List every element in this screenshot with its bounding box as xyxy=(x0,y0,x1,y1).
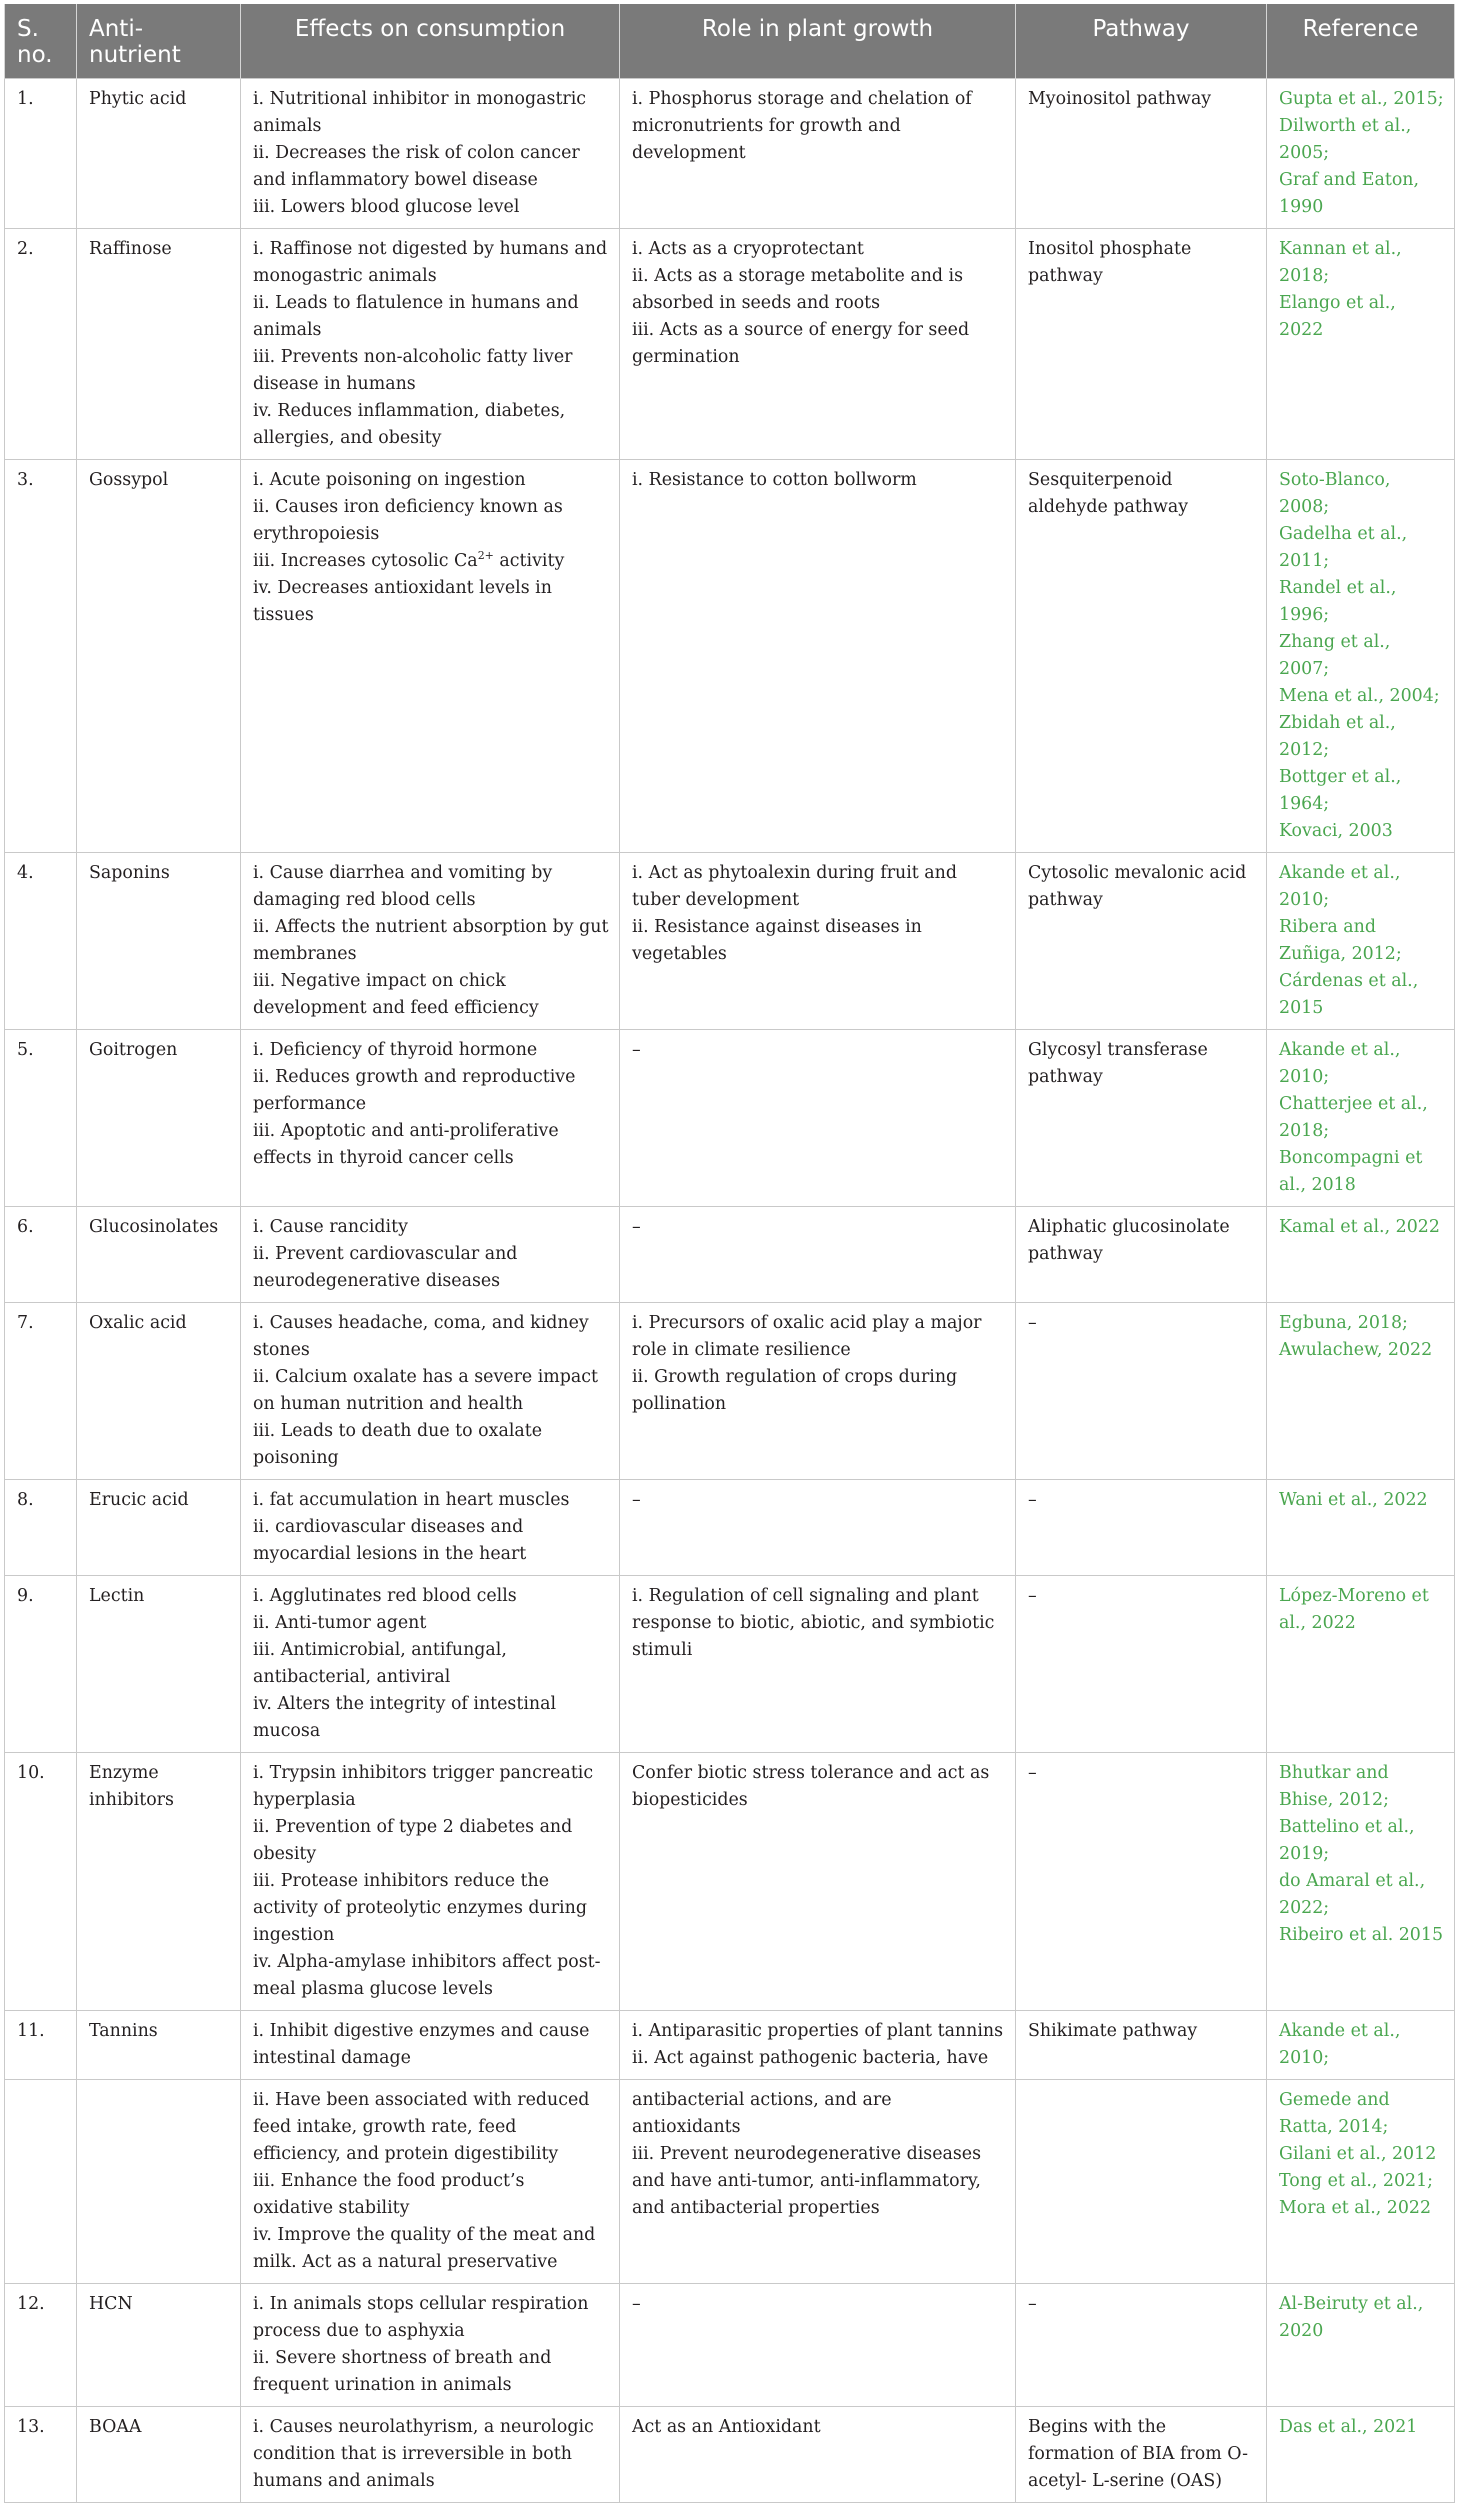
pathway-cell-line: – xyxy=(1028,1313,1037,1333)
reference-link-line[interactable]: Soto-Blanco, 2008; xyxy=(1279,470,1391,517)
effects-cell-line: i. Raffinose not digested by humans and monogastric animals xyxy=(253,239,608,286)
effects-cell xyxy=(241,1207,620,1303)
effects-cell-line: i. Inhibit digestive enzymes and cause intestinal damage xyxy=(253,2021,590,2068)
effects-cell-line: iv. Alters the integrity of intestinal mucosa xyxy=(253,1694,557,1741)
effects-cell xyxy=(241,2080,620,2284)
pathway-cell xyxy=(1016,1030,1267,1207)
effects-cell-line: ii. Anti-tumor agent xyxy=(253,1613,427,1633)
role-cell-line: i. Phosphorus storage and chelation of micronutrients for growth and development xyxy=(632,89,972,163)
reference-link-line[interactable]: Wani et al., 2022 xyxy=(1279,1490,1428,1510)
effects-cell-line: ii. Severe shortness of breath and frequent urination in animals xyxy=(253,2348,552,2395)
role-cell xyxy=(620,2011,1016,2080)
reference-link-line[interactable]: Bottger et al., 1964; xyxy=(1279,767,1402,814)
effects-cell-line: i. Cause rancidity xyxy=(253,1217,408,1237)
reference-link xyxy=(1267,2080,1455,2284)
row-number: 5. xyxy=(5,1030,77,1207)
reference-link-line[interactable]: Akande et al., 2010; xyxy=(1279,863,1401,910)
effects-cell-line: ii. Calcium oxalate has a severe impact on human nutrition and health xyxy=(253,1367,598,1414)
table-row xyxy=(5,79,1455,229)
pathway-cell-line: – xyxy=(1028,1586,1037,1606)
pathway-cell xyxy=(1016,229,1267,460)
row-number: 9. xyxy=(5,1576,77,1753)
effects-cell-line: ii. Affects the nutrient absorption by gut membranes xyxy=(253,917,609,964)
reference-link-line[interactable]: Chatterjee et al., 2018; xyxy=(1279,1094,1428,1141)
role-cell-line: i. Regulation of cell signaling and plant response to biotic, abiotic, and symbiotic stimuli xyxy=(632,1586,995,1660)
effects-cell-line: i. In animals stops cellular respiration process due to asphyxia xyxy=(253,2294,589,2341)
reference-link-line[interactable]: Boncompagni et al., 2018 xyxy=(1279,1148,1423,1195)
reference-link-line[interactable]: Randel et al., 1996; xyxy=(1279,578,1397,625)
role-cell-line: i. Antiparasitic properties of plant tannins xyxy=(632,2021,1004,2041)
effects-cell-line: i. fat accumulation in heart muscles xyxy=(253,1490,570,1510)
reference-link-line[interactable]: Akande et al., 2010; xyxy=(1279,2021,1401,2068)
pathway-cell-line: Cytosolic mevalonic acid pathway xyxy=(1028,863,1247,910)
anti-nutrient-name: Tannins xyxy=(77,2011,241,2080)
effects-cell-line: iv. Decreases antioxidant levels in tissues xyxy=(253,578,552,625)
effects-cell-line: ii. Prevention of type 2 diabetes and obesity xyxy=(253,1817,573,1864)
role-cell-line: ii. Acts as a storage metabolite and is absorbed in seeds and roots xyxy=(632,266,964,313)
pathway-cell-line: Myoinositol pathway xyxy=(1028,89,1212,109)
role-cell xyxy=(620,229,1016,460)
pathway-cell xyxy=(1016,2011,1267,2080)
effects-cell xyxy=(241,79,620,229)
header-effects: Effects on consumption xyxy=(241,4,620,79)
reference-link-line[interactable]: Tong et al., 2021; xyxy=(1279,2171,1434,2191)
header-anti-nutrient: Anti-nutrient xyxy=(77,4,241,79)
reference-link-line[interactable]: Battelino et al., 2019; xyxy=(1279,1817,1415,1864)
header-row xyxy=(5,4,1455,79)
reference-link-line[interactable]: Kovaci, 2003 xyxy=(1279,821,1393,841)
reference-link xyxy=(1267,460,1455,853)
role-cell-line: i. Precursors of oxalic acid play a major role in climate resilience xyxy=(632,1313,982,1360)
role-cell xyxy=(620,1480,1016,1576)
effects-cell-line: iv. Reduces inflammation, diabetes, allergies, and obesity xyxy=(253,401,566,448)
pathway-cell xyxy=(1016,853,1267,1030)
effects-cell-line: iii. Antimicrobial, antifungal, antibacterial, antiviral xyxy=(253,1640,507,1687)
pathway-cell xyxy=(1016,2407,1267,2503)
reference-link-line[interactable]: Elango et al., 2022 xyxy=(1279,293,1396,340)
reference-link xyxy=(1267,853,1455,1030)
effects-cell-line: i. Nutritional inhibitor in monogastric animals xyxy=(253,89,587,136)
anti-nutrient-name: HCN xyxy=(77,2284,241,2407)
effects-cell xyxy=(241,2011,620,2080)
reference-link-line[interactable]: Gadelha et al., 2011; xyxy=(1279,524,1408,571)
reference-link xyxy=(1267,79,1455,229)
reference-link-line[interactable]: Mora et al., 2022 xyxy=(1279,2198,1432,2218)
reference-link-line[interactable]: Dilworth et al., 2005; xyxy=(1279,116,1412,163)
effects-cell xyxy=(241,853,620,1030)
effects-cell xyxy=(241,2407,620,2503)
pathway-cell-line: Inositol phosphate pathway xyxy=(1028,239,1192,286)
anti-nutrient-name: Goitrogen xyxy=(77,1030,241,1207)
effects-cell-line: ii. cardiovascular diseases and myocardial lesions in the heart xyxy=(253,1517,527,1564)
role-cell-line: – xyxy=(632,1490,641,1510)
effects-cell-line: iii. Lowers blood glucose level xyxy=(253,197,520,217)
effects-cell xyxy=(241,1303,620,1480)
reference-link-line[interactable]: Awulachew, 2022 xyxy=(1279,1340,1433,1360)
table-row xyxy=(5,1030,1455,1207)
effects-cell-line: i. Causes headache, coma, and kidney stones xyxy=(253,1313,589,1360)
reference-link-line[interactable]: Mena et al., 2004; xyxy=(1279,686,1440,706)
anti-nutrient-name: Oxalic acid xyxy=(77,1303,241,1480)
role-cell-line: i. Resistance to cotton bollworm xyxy=(632,470,917,490)
role-cell xyxy=(620,1207,1016,1303)
effects-cell-line: ii. Decreases the risk of colon cancer and inflammatory bowel disease xyxy=(253,143,580,190)
effects-cell xyxy=(241,460,620,853)
pathway-cell xyxy=(1016,460,1267,853)
reference-link-line[interactable]: Egbuna, 2018; xyxy=(1279,1313,1408,1333)
effects-cell-line: iv. Alpha-amylase inhibitors affect post-meal plasma glucose levels xyxy=(253,1952,601,1999)
reference-link xyxy=(1267,1753,1455,2011)
anti-nutrient-table xyxy=(4,4,1455,2503)
reference-link xyxy=(1267,1576,1455,1753)
table-row xyxy=(5,2407,1455,2503)
anti-nutrient-name: Erucic acid xyxy=(77,1480,241,1576)
reference-link-line[interactable]: López-Moreno et al., 2022 xyxy=(1279,1586,1429,1633)
pathway-cell xyxy=(1016,1480,1267,1576)
reference-link-line[interactable]: Kannan et al., 2018; xyxy=(1279,239,1402,286)
effects-cell-line: ii. Leads to flatulence in humans and animals xyxy=(253,293,579,340)
effects-cell-line: iii. Apoptotic and anti-proliferative effects in thyroid cancer cells xyxy=(253,1121,559,1168)
anti-nutrient-name: Saponins xyxy=(77,853,241,1030)
anti-nutrient-name: Glucosinolates xyxy=(77,1207,241,1303)
role-cell xyxy=(620,460,1016,853)
table-row xyxy=(5,1480,1455,1576)
reference-link-line[interactable]: Cárdenas et al., 2015 xyxy=(1279,971,1419,1018)
effects-cell-line: i. Causes neurolathyrism, a neurologic condition that is irreversible in both humans and animals xyxy=(253,2417,594,2491)
table-row xyxy=(5,460,1455,853)
pathway-cell-line: – xyxy=(1028,1490,1037,1510)
pathway-cell-line: Shikimate pathway xyxy=(1028,2021,1198,2041)
effects-cell-line xyxy=(253,548,609,575)
table-row xyxy=(5,1753,1455,2011)
effect-text-suffix: activity xyxy=(493,551,565,571)
row-number: 3. xyxy=(5,460,77,853)
effects-cell xyxy=(241,1030,620,1207)
pathway-cell xyxy=(1016,2080,1267,2284)
table-row xyxy=(5,2284,1455,2407)
role-cell-line: i. Act as phytoalexin during fruit and tuber development xyxy=(632,863,957,910)
reference-link xyxy=(1267,2284,1455,2407)
reference-link-line[interactable]: Graf and Eaton, 1990 xyxy=(1279,170,1420,217)
reference-link-line[interactable]: Gupta et al., 2015; xyxy=(1279,89,1444,109)
header-sno: S. no. xyxy=(5,4,77,79)
role-cell-line: antibacterial actions, and are antioxidants xyxy=(632,2090,892,2137)
effects-cell-line: i. Acute poisoning on ingestion xyxy=(253,470,526,490)
reference-link-line[interactable]: Zhang et al., 2007; xyxy=(1279,632,1391,679)
superscript-charge: 2+ xyxy=(477,549,494,563)
anti-nutrient-name: Gossypol xyxy=(77,460,241,853)
row-number: 10. xyxy=(5,1753,77,2011)
table-header xyxy=(5,4,1455,79)
table-row xyxy=(5,1207,1455,1303)
reference-link-line[interactable]: Akande et al., 2010; xyxy=(1279,1040,1401,1087)
row-number: 2. xyxy=(5,229,77,460)
table-row xyxy=(5,1303,1455,1480)
role-cell-line: Act as an Antioxidant xyxy=(632,2417,821,2437)
reference-link-line[interactable]: Ribeiro et al. 2015 xyxy=(1279,1925,1444,1945)
pathway-cell xyxy=(1016,79,1267,229)
role-cell-line: Confer biotic stress tolerance and act as biopesticides xyxy=(632,1763,990,1810)
header-role: Role in plant growth xyxy=(620,4,1016,79)
role-cell xyxy=(620,1303,1016,1480)
reference-link-line[interactable]: Gilani et al., 2012 xyxy=(1279,2144,1437,2164)
effects-cell-line: iii. Leads to death due to oxalate poisoning xyxy=(253,1421,543,1468)
table-body xyxy=(5,79,1455,2503)
header-reference: Reference xyxy=(1267,4,1455,79)
role-cell xyxy=(620,2080,1016,2284)
role-cell-line: iii. Prevent neurodegenerative diseases and have anti-tumor, anti-inflammatory, and antibacterial properties xyxy=(632,2144,981,2218)
role-cell-line: ii. Act against pathogenic bacteria, have xyxy=(632,2048,989,2068)
anti-nutrient-name xyxy=(77,2080,241,2284)
role-cell xyxy=(620,2407,1016,2503)
reference-link-line[interactable]: Das et al., 2021 xyxy=(1279,2417,1418,2437)
anti-nutrient-name: BOAA xyxy=(77,2407,241,2503)
reference-link-line[interactable]: Zbidah et al., 2012; xyxy=(1279,713,1396,760)
row-number: 1. xyxy=(5,79,77,229)
row-number: 8. xyxy=(5,1480,77,1576)
pathway-cell-line: – xyxy=(1028,1763,1037,1783)
reference-link xyxy=(1267,2011,1455,2080)
pathway-cell xyxy=(1016,1207,1267,1303)
role-cell-line: – xyxy=(632,1217,641,1237)
effects-cell-line: iii. Enhance the food product’s oxidative stability xyxy=(253,2171,525,2218)
role-cell-line: ii. Resistance against diseases in vegetables xyxy=(632,917,922,964)
reference-link xyxy=(1267,1303,1455,1480)
role-cell xyxy=(620,853,1016,1030)
role-cell xyxy=(620,2284,1016,2407)
reference-link xyxy=(1267,1030,1455,1207)
row-number: 11. xyxy=(5,2011,77,2080)
reference-link-line[interactable]: Kamal et al., 2022 xyxy=(1279,1217,1440,1237)
table-row xyxy=(5,853,1455,1030)
anti-nutrient-name: Lectin xyxy=(77,1576,241,1753)
role-cell xyxy=(620,79,1016,229)
anti-nutrient-name: Phytic acid xyxy=(77,79,241,229)
role-cell-line: – xyxy=(632,1040,641,1060)
row-number: 13. xyxy=(5,2407,77,2503)
effects-cell xyxy=(241,229,620,460)
row-number: 6. xyxy=(5,1207,77,1303)
effect-text: iii. Increases cytosolic Ca xyxy=(253,551,478,571)
table-row xyxy=(5,1576,1455,1753)
pathway-cell xyxy=(1016,1753,1267,2011)
reference-link-line[interactable]: Al-Beiruty et al., 2020 xyxy=(1279,2294,1424,2341)
effects-cell xyxy=(241,1480,620,1576)
effects-cell xyxy=(241,1576,620,1753)
pathway-cell-line: Aliphatic glucosinolate pathway xyxy=(1028,1217,1230,1264)
table-row xyxy=(5,2080,1455,2284)
reference-link-line[interactable]: Ribera and Zuñiga, 2012; xyxy=(1279,917,1402,964)
effects-cell-line: iii. Protease inhibitors reduce the activity of proteolytic enzymes during ingestion xyxy=(253,1871,587,1945)
reference-link xyxy=(1267,2407,1455,2503)
effects-cell-line: iv. Improve the quality of the meat and milk. Act as a natural preservative xyxy=(253,2225,596,2272)
reference-link-line[interactable]: Bhutkar and Bhise, 2012; xyxy=(1279,1763,1389,1810)
pathway-cell xyxy=(1016,1303,1267,1480)
anti-nutrient-name: Raffinose xyxy=(77,229,241,460)
effects-cell-line: i. Agglutinates red blood cells xyxy=(253,1586,517,1606)
pathway-cell xyxy=(1016,2284,1267,2407)
effects-cell-line: i. Deficiency of thyroid hormone xyxy=(253,1040,538,1060)
effects-cell-line: i. Trypsin inhibitors trigger pancreatic hyperplasia xyxy=(253,1763,594,1810)
row-number xyxy=(5,2080,77,2284)
effects-cell-line: iii. Negative impact on chick development and feed efficiency xyxy=(253,971,539,1018)
reference-link-line[interactable]: do Amaral et al., 2022; xyxy=(1279,1871,1426,1918)
reference-link-line[interactable]: Gemede and Ratta, 2014; xyxy=(1279,2090,1390,2137)
row-number: 7. xyxy=(5,1303,77,1480)
effects-cell-line: ii. Reduces growth and reproductive performance xyxy=(253,1067,576,1114)
role-cell xyxy=(620,1753,1016,2011)
table-row xyxy=(5,2011,1455,2080)
pathway-cell-line: – xyxy=(1028,2294,1037,2314)
pathway-cell-line: Begins with the formation of BIA from O-acetyl- L-serine (OAS) xyxy=(1028,2417,1249,2491)
anti-nutrient-name: Enzyme inhibitors xyxy=(77,1753,241,2011)
effects-cell xyxy=(241,2284,620,2407)
role-cell-line: ii. Growth regulation of crops during pollination xyxy=(632,1367,958,1414)
reference-link xyxy=(1267,1480,1455,1576)
effects-cell-line: ii. Have been associated with reduced feed intake, growth rate, feed efficiency, and protein digestibility xyxy=(253,2090,590,2164)
pathway-cell-line: Glycosyl transferase pathway xyxy=(1028,1040,1208,1087)
effects-cell-line: iii. Prevents non-alcoholic fatty liver disease in humans xyxy=(253,347,573,394)
role-cell-line: iii. Acts as a source of energy for seed germination xyxy=(632,320,970,367)
reference-link xyxy=(1267,229,1455,460)
header-pathway: Pathway xyxy=(1016,4,1267,79)
table-row xyxy=(5,229,1455,460)
effects-cell-line: ii. Prevent cardiovascular and neurodegenerative diseases xyxy=(253,1244,518,1291)
pathway-cell-line: Sesquiterpenoid aldehyde pathway xyxy=(1028,470,1189,517)
effects-cell-line: i. Cause diarrhea and vomiting by damaging red blood cells xyxy=(253,863,553,910)
role-cell xyxy=(620,1576,1016,1753)
effects-cell-line: ii. Causes iron deficiency known as erythropoiesis xyxy=(253,497,563,544)
role-cell-line: i. Acts as a cryoprotectant xyxy=(632,239,864,259)
reference-link xyxy=(1267,1207,1455,1303)
role-cell xyxy=(620,1030,1016,1207)
row-number: 4. xyxy=(5,853,77,1030)
row-number: 12. xyxy=(5,2284,77,2407)
effects-cell xyxy=(241,1753,620,2011)
pathway-cell xyxy=(1016,1576,1267,1753)
role-cell-line: – xyxy=(632,2294,641,2314)
